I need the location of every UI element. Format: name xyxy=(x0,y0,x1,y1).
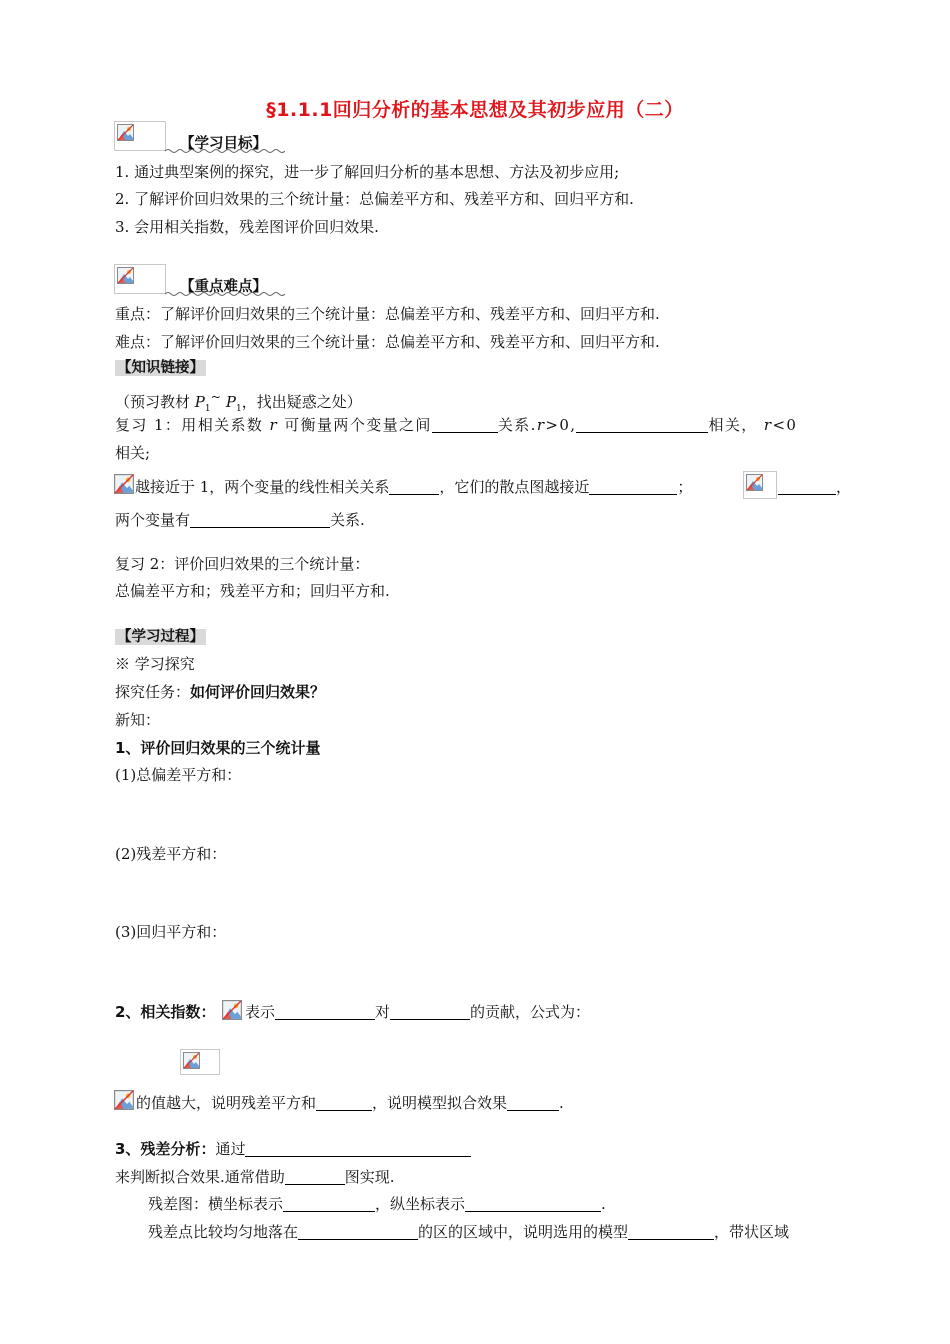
review1-line: 越接近于 1，两个变量的线性相关关系 ，它们的散点图越接近 ； xyxy=(135,478,693,496)
wavy-underline xyxy=(165,148,285,154)
link-heading: 【知识链接】 xyxy=(117,360,204,376)
blank-field[interactable] xyxy=(283,1195,375,1212)
total-deviation-label: (1)总偏差平方和： xyxy=(115,766,242,784)
blank-field[interactable] xyxy=(432,416,498,433)
section-3-line: 3、残差分析：通过 xyxy=(115,1139,471,1159)
section-2-line: 表示 对 的贡献，公式为： xyxy=(245,1003,591,1021)
page-title: §1.1.1回归分析的基本思想及其初步应用（二） xyxy=(266,99,684,121)
review1-line: ， xyxy=(778,477,851,497)
broken-image-icon xyxy=(743,471,777,499)
new-knowledge-label: 新知： xyxy=(115,711,161,729)
blank-field[interactable] xyxy=(316,1094,372,1111)
key-point: 重点：了解评价回归效果的三个统计量：总偏差平方和、残差平方和、回归平方和. xyxy=(115,305,660,323)
preview-line: （预习教材 $P_1^\sim$ $P_1$，找出疑惑之处） xyxy=(115,389,362,414)
blank-field[interactable] xyxy=(628,1223,714,1240)
broken-image-icon xyxy=(114,121,166,151)
goal-item: 2. 了解评价回归效果的三个统计量：总偏差平方和、残差平方和、回归平方和. xyxy=(115,190,634,208)
section-2-line: 2、相关指数： xyxy=(115,1003,216,1021)
review1-line: 相关; xyxy=(115,444,151,462)
blank-field[interactable] xyxy=(507,1094,559,1111)
blank-field[interactable] xyxy=(285,1168,345,1185)
difficult-point: 难点：了解评价回归效果的三个统计量：总偏差平方和、残差平方和、回归平方和. xyxy=(115,333,660,351)
section-1-heading: 1、评价回归效果的三个统计量 xyxy=(115,739,321,757)
blank-field[interactable] xyxy=(589,478,677,495)
wavy-underline xyxy=(165,291,285,297)
broken-image-icon xyxy=(222,1000,242,1020)
broken-image-icon xyxy=(114,1090,134,1110)
review1-line: 复习 1：用相关系数 r 可衡量两个变量之间 关系.r>0, 相关， r<0 xyxy=(115,416,798,434)
residual-point-line: 残差点比较均匀地落在 的区的区域中，说明选用的模型 ，带状区域 xyxy=(148,1223,790,1241)
task-line: 探究任务：如何评价回归效果？ xyxy=(115,683,326,701)
blank-field[interactable] xyxy=(389,478,439,495)
residual-sum-label: (2)残差平方和： xyxy=(115,845,227,863)
process-heading: 【学习过程】 xyxy=(117,629,204,645)
formula-image-icon xyxy=(180,1049,220,1075)
goals-heading: 【学习目标】 xyxy=(180,136,267,152)
regression-sum-label: (3)回归平方和： xyxy=(115,923,227,941)
blank-field[interactable] xyxy=(465,1195,601,1212)
goal-item: 1. 通过典型案例的探究，进一步了解回归分析的基本思想、方法及初步应用; xyxy=(115,163,620,181)
goal-item: 3. 会用相关指数，残差图评价回归效果. xyxy=(115,218,379,236)
blank-field[interactable] xyxy=(298,1223,418,1240)
blank-field[interactable] xyxy=(245,1140,471,1157)
review2-line: 总偏差平方和；残差平方和；回归平方和. xyxy=(115,582,390,600)
explore-label: ※ 学习探究 xyxy=(115,655,195,673)
blank-field[interactable] xyxy=(275,1003,375,1020)
broken-image-icon xyxy=(114,474,134,494)
review1-line: 两个变量有 关系. xyxy=(115,511,365,529)
blank-field[interactable] xyxy=(190,511,330,528)
key-heading: 【重点难点】 xyxy=(180,279,267,295)
blank-field[interactable] xyxy=(390,1003,470,1020)
broken-image-icon xyxy=(114,264,166,294)
review2-line: 复习 2：评价回归效果的三个统计量： xyxy=(115,555,370,573)
section-3-line: 来判断拟合效果.通常借助 图实现. xyxy=(115,1168,395,1186)
blank-field[interactable] xyxy=(576,416,708,433)
section-2-line: 的值越大，说明残差平方和 ，说明模型拟合效果 . xyxy=(136,1094,564,1112)
blank-field[interactable] xyxy=(778,478,836,495)
residual-plot-line: 残差图：横坐标表示 ，纵坐标表示 . xyxy=(148,1195,606,1213)
